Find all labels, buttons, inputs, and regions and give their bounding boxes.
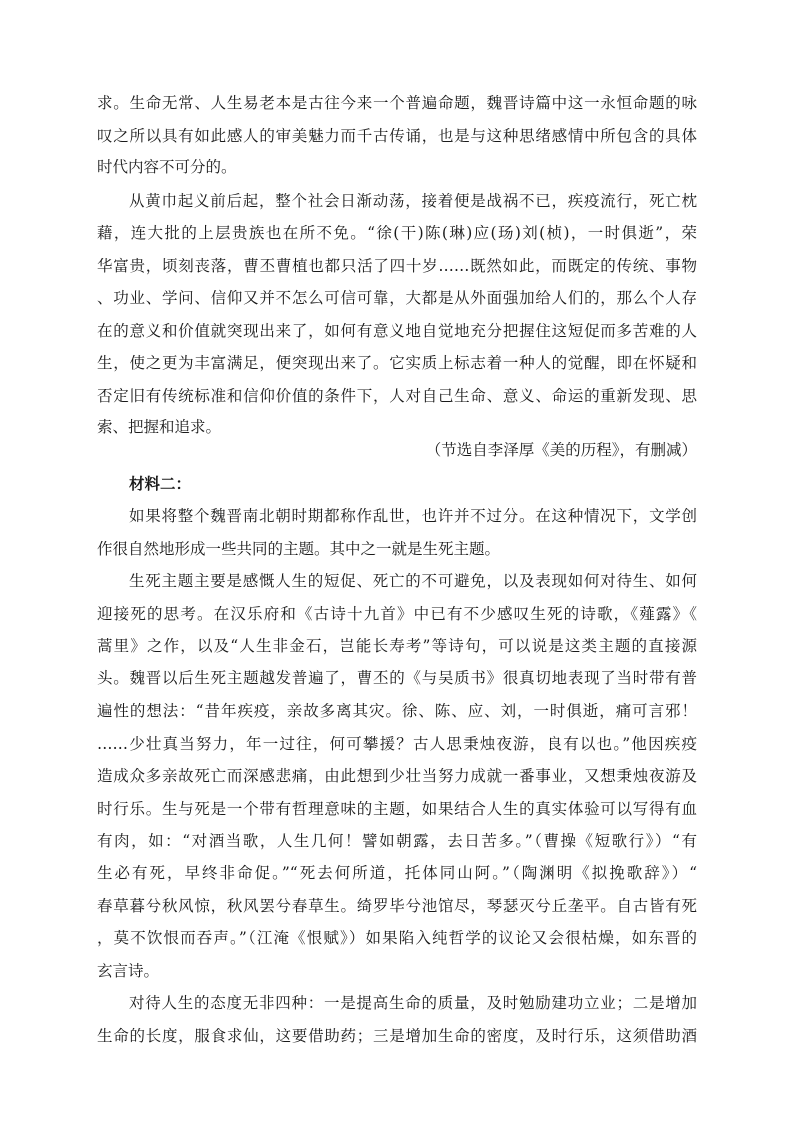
- text-line: 生必有死，早终非命促。”“死去何所道，托体同山阿。”（陶渊明《拟挽歌辞》）“: [97, 864, 697, 882]
- text-line: 如果将整个魏晋南北朝时期都称作乱世，也许并不过分。在这种情况下，文学创: [129, 507, 697, 525]
- text-line: 春草暮兮秋风惊，秋风罢兮春草生。绮罗毕兮池馆尽，琴瑟灭兮丘垄平。自古皆有死: [97, 897, 697, 915]
- text-line: 玄言诗。: [97, 962, 160, 980]
- source-note: （节选自李泽厚《美的历程》，有删减）: [425, 441, 697, 459]
- text-line: ……少壮真当努力，年一过往，何可攀援？古人思秉烛夜游，良有以也。”他因疾疫: [97, 735, 697, 753]
- text-line: 索、把握和追求。: [97, 418, 222, 436]
- text-line: 华富贵，顷刻丧落，曹丕曹植也都只活了四十岁……既然如此，而既定的传统、事物: [97, 257, 697, 275]
- text-line: 时代内容不可分的。: [97, 158, 237, 176]
- text-line: 、功业、学问、信仰又并不怎么可信可靠，大都是从外面强加给人们的，那么个人存: [97, 289, 697, 307]
- section-heading: 材料二：: [129, 474, 192, 493]
- text-line: 求。生命无常、人生易老本是古往今来一个普遍命题，魏晋诗篇中这一永恒命题的咏: [97, 94, 697, 112]
- text-line: 从黄巾起义前后起，整个社会日渐动荡，接着便是战祸不已，疾疫流行，死亡枕: [129, 192, 697, 210]
- text-line: 对待人生的态度无非四种：一是提高生命的质量，及时勉励建功立业；二是增加: [129, 994, 697, 1012]
- text-line: 迎接死的思考。在汉乐府和《古诗十九首》中已有不少感叹生死的诗歌，《薤露》《: [97, 605, 697, 623]
- text-line: 蒿里》之作，以及“人生非金石，岂能长寿考”等诗句，可以说是这类主题的直接源: [97, 637, 697, 655]
- text-line: 藉，连大批的上层贵族也在所不免。“徐(干)陈(琳)应(玚)刘(桢)，一时俱逝”，荣: [97, 224, 697, 242]
- text-line: 有肉，如：“对酒当歌，人生几何！譬如朝露，去日苦多。”（曹操《短歌行》）“有: [97, 832, 697, 850]
- text-line: 时行乐。生与死是一个带有哲理意味的主题，如果结合人生的真实体验可以写得有血: [97, 800, 697, 818]
- text-line: 生，使之更为丰富满足，便突现出来了。它实质上标志着一种人的觉醒，即在怀疑和: [97, 354, 697, 372]
- text-line: 生死主题主要是感慨人生的短促、死亡的不可避免，以及表现如何对待生、如何: [129, 572, 697, 590]
- text-line: 生命的长度，服食求仙，这要借助药；三是增加生命的密度，及时行乐，这须借助酒: [97, 1027, 697, 1045]
- text-line: 叹之所以具有如此感人的审美魅力而千古传诵，也是与这种思绪感情中所包含的具体: [97, 127, 697, 145]
- text-line: ，莫不饮恨而吞声。”（江淹《恨赋》）如果陷入纯哲学的议论又会很枯燥，如东晋的: [97, 929, 697, 947]
- text-line: 在的意义和价值就突现出来了，如何有意义地自觉地充分把握住这短促而多苦难的人: [97, 322, 697, 340]
- text-line: 作很自然地形成一些共同的主题。其中之一就是生死主题。: [97, 540, 501, 558]
- text-line: 造成众多亲故死亡而深感悲痛，由此想到少壮当努力成就一番事业，又想秉烛夜游及: [97, 767, 697, 785]
- text-line: 否定旧有传统标准和信仰价值的条件下，人对自己生命、意义、命运的重新发现、思: [97, 387, 697, 405]
- text-line: 遍性的想法：“昔年疾疫，亲故多离其灾。徐、陈、应、刘，一时俱逝，痛可言邪！: [97, 702, 697, 720]
- text-line: 头。魏晋以后生死主题越发普遍了，曹丕的《与吴质书》很真切地表现了当时带有普: [97, 669, 697, 687]
